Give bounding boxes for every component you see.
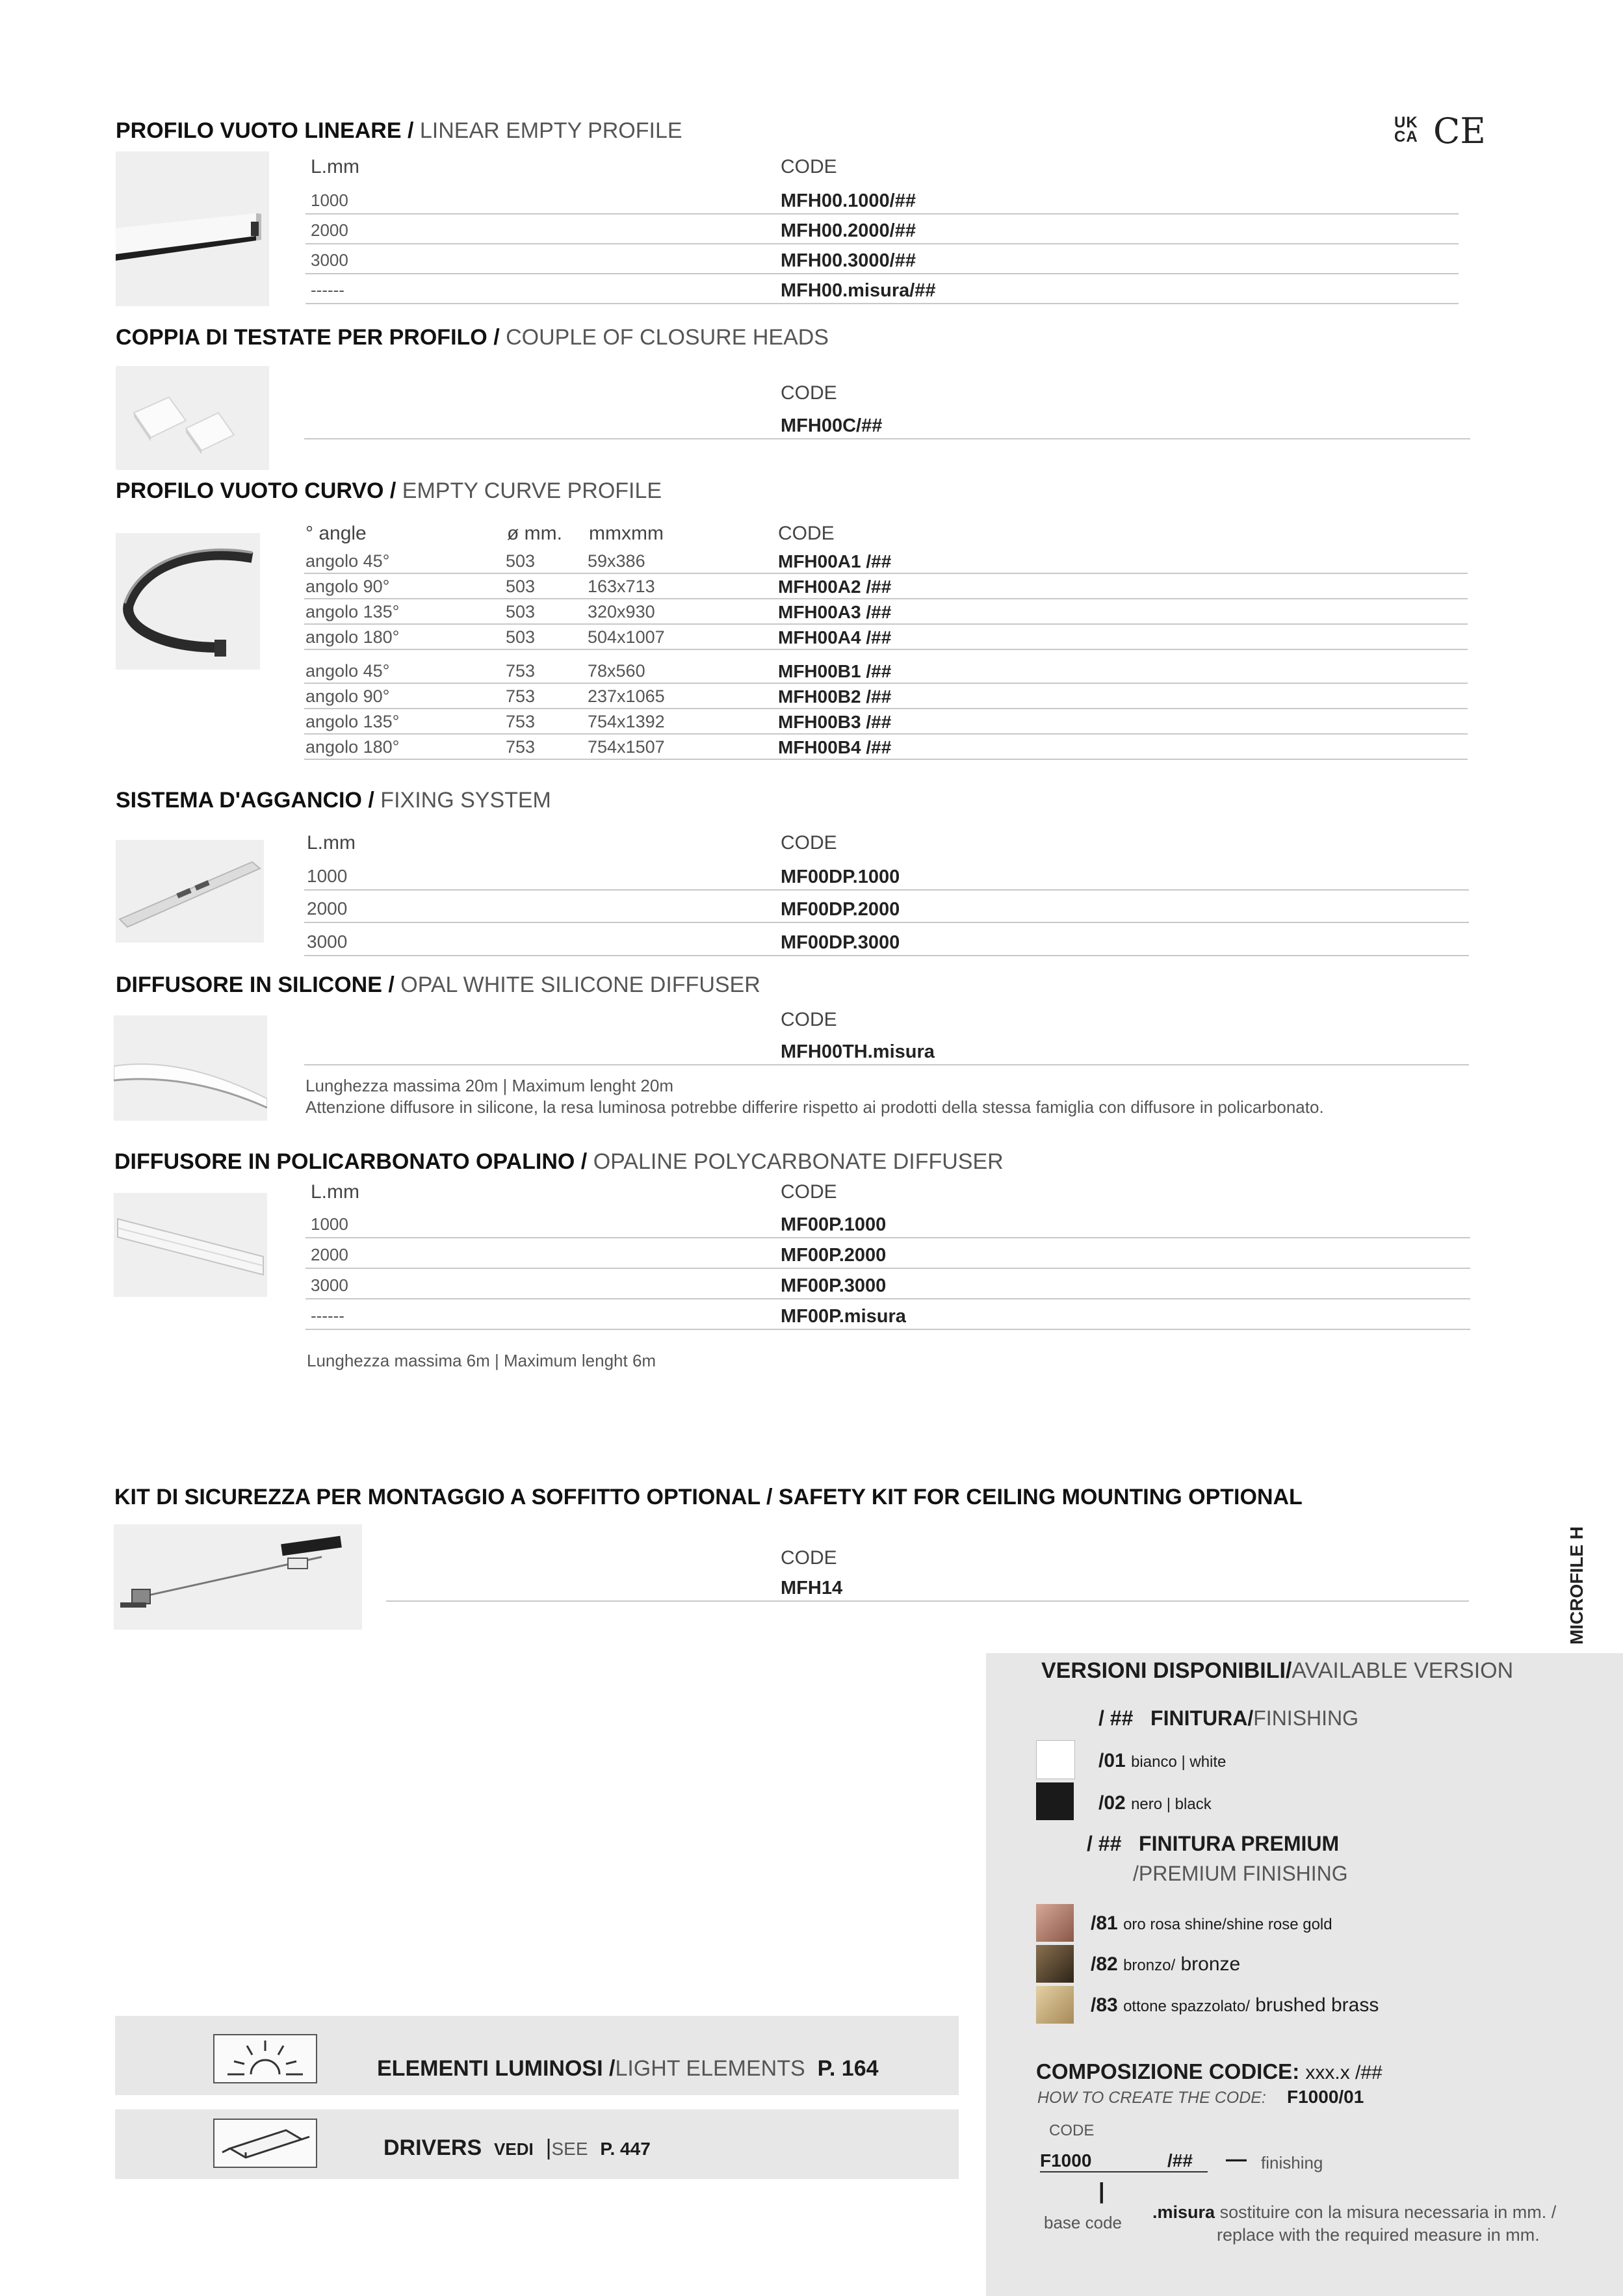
linear-length-header: L.mm	[311, 156, 359, 177]
table-row: 1000 MF00P.1000	[305, 1207, 1470, 1238]
table-row: angolo 90° 753 237x1065 MFH00B2 /##	[304, 683, 1468, 709]
table-row: 3000 MF00DP.3000	[304, 925, 1469, 956]
composition-misura-en: replace with the required measure in mm.	[1217, 2225, 1540, 2245]
versions-panel	[986, 1653, 1623, 2296]
swatch-bronze	[1036, 1945, 1074, 1983]
composition-base-code: base code	[1044, 2213, 1122, 2232]
table-row: angolo 45° 503 59x386 MFH00A1 /##	[304, 547, 1468, 574]
curve-diameter-header: ø mm.	[507, 523, 562, 544]
table-row: 2000 MFH00.2000/##	[305, 213, 1459, 244]
table-row: ------ MF00P.misura	[305, 1299, 1470, 1330]
silicone-diffuser-image	[114, 1015, 267, 1121]
curve-profile-title: PROFILO VUOTO CURVO / EMPTY CURVE PROFILE	[116, 478, 662, 503]
table-row: 2000 MF00DP.2000	[304, 892, 1469, 923]
polycarbonate-diffuser-title: DIFFUSORE IN POLICARBONATO OPALINO / OPALINE POLYCARBONATE DIFFUSER	[114, 1149, 1004, 1174]
curve-code-header: CODE	[778, 523, 835, 544]
table-row: angolo 135° 503 320x930 MFH00A3 /##	[304, 598, 1468, 625]
composition-base: F1000 /##	[1040, 2150, 1208, 2172]
curve-angle-header: ° angle	[305, 523, 367, 544]
table-row: angolo 135° 753 754x1392 MFH00B3 /##	[304, 708, 1468, 735]
composition-finishing: finishing	[1261, 2153, 1323, 2172]
finish-83: /83 ottone spazzolato/ brushed brass	[1091, 1994, 1379, 2016]
table-row: MFH00TH.misura	[304, 1036, 1469, 1065]
premium-title: / ## FINITURA PREMIUM	[1087, 1832, 1340, 1855]
closure-heads-title: COPPIA DI TESTATE PER PROFILO / COUPLE OF CLOSURE HEADS	[116, 325, 829, 350]
silicone-note-length: Lunghezza massima 20m | Maximum lenght 20m	[305, 1076, 673, 1095]
curve-profile-image	[116, 533, 260, 670]
fixing-system-image	[116, 840, 264, 943]
side-label: MICROFILE H	[1566, 1526, 1587, 1645]
table-row: ------ MFH00.misura/##	[305, 273, 1459, 304]
closure-code-header: CODE	[781, 382, 837, 404]
polycarbonate-length-header: L.mm	[311, 1181, 359, 1203]
swatch-white	[1036, 1740, 1075, 1779]
table-row: 3000 MFH00.3000/##	[305, 243, 1459, 274]
drivers-label[interactable]: DRIVERS VEDI |SEE P. 447	[383, 2135, 651, 2160]
driver-icon	[213, 2119, 317, 2168]
finish-02: /02 nero | black	[1098, 1792, 1212, 1814]
swatch-brass	[1036, 1986, 1074, 2024]
composition-pipe: |	[1098, 2179, 1105, 2204]
table-row: MFH14	[386, 1572, 1469, 1602]
curve-size-header: mmxmm	[589, 523, 664, 544]
fixing-length-header: L.mm	[307, 832, 356, 854]
linear-profile-title: PROFILO VUOTO LINEARE / LINEAR EMPTY PROFILE	[116, 118, 682, 143]
polycarbonate-code-header: CODE	[781, 1181, 837, 1203]
finish-82: /82 bronzo/ bronze	[1091, 1953, 1241, 1975]
composition-example: F1000/01	[1287, 2087, 1364, 2107]
composition-misura: .misura sostituire con la misura necessaria in mm. /	[1152, 2202, 1557, 2222]
silicone-code-header: CODE	[781, 1009, 837, 1030]
ukca-mark: UK CA	[1394, 114, 1418, 146]
table-row: angolo 45° 753 78x560 MFH00B1 /##	[304, 657, 1468, 684]
table-row: 3000 MF00P.3000	[305, 1268, 1470, 1299]
composition-code-label: CODE	[1049, 2122, 1095, 2139]
polycarbonate-diffuser-image	[114, 1193, 267, 1297]
premium-subtitle: /PREMIUM FINISHING	[1133, 1862, 1348, 1885]
silicone-note-warning: Attenzione diffusore in silicone, la resa luminosa potrebbe differire rispetto ai prodotti della stessa famiglia con diffusore in policarbonato.	[305, 1097, 1324, 1117]
composition-dash: —	[1226, 2147, 1247, 2171]
table-row: 1000 MFH00.1000/##	[305, 183, 1459, 215]
table-row: 1000 MF00DP.1000	[304, 859, 1469, 891]
table-row: 2000 MF00P.2000	[305, 1238, 1470, 1269]
swatch-black	[1036, 1782, 1074, 1820]
light-elements-label[interactable]: ELEMENTI LUMINOSI /LIGHT ELEMENTS P. 164	[377, 2056, 879, 2081]
closure-heads-image	[116, 366, 269, 470]
linear-profile-image	[116, 151, 269, 306]
safety-code-header: CODE	[781, 1547, 837, 1569]
safety-kit-title: KIT DI SICUREZZA PER MONTAGGIO A SOFFITTO OPTIONAL / SAFETY KIT FOR CEILING MOUNTING OPTIONAL	[114, 1485, 1303, 1509]
table-row: angolo 180° 753 754x1507 MFH00B4 /##	[304, 733, 1468, 760]
finish-01: /01 bianco | white	[1098, 1750, 1227, 1771]
fixing-system-title: SISTEMA D'AGGANCIO / FIXING SYSTEM	[116, 788, 551, 813]
fixing-code-header: CODE	[781, 832, 837, 854]
finish-81: /81 oro rosa shine/shine rose gold	[1091, 1912, 1332, 1934]
finishing-title: / ## FINITURA/FINISHING	[1098, 1706, 1359, 1730]
composition-how-to: HOW TO CREATE THE CODE:	[1037, 2089, 1266, 2107]
composition-title: COMPOSIZIONE CODICE: xxx.x /##	[1036, 2059, 1383, 2083]
swatch-rose-gold	[1036, 1904, 1074, 1942]
ce-mark: CE	[1433, 111, 1486, 151]
table-row: angolo 90° 503 163x713 MFH00A2 /##	[304, 573, 1468, 599]
table-row: MFH00C/##	[304, 408, 1470, 439]
silicone-diffuser-title: DIFFUSORE IN SILICONE / OPAL WHITE SILICONE DIFFUSER	[116, 972, 760, 997]
polycarbonate-note: Lunghezza massima 6m | Maximum lenght 6m	[307, 1351, 656, 1370]
safety-kit-image	[114, 1524, 362, 1630]
versions-title: VERSIONI DISPONIBILI/AVAILABLE VERSION	[1041, 1658, 1514, 1683]
table-row: angolo 180° 503 504x1007 MFH00A4 /##	[304, 623, 1468, 650]
linear-code-header: CODE	[781, 156, 837, 177]
light-elements-icon	[213, 2034, 317, 2083]
